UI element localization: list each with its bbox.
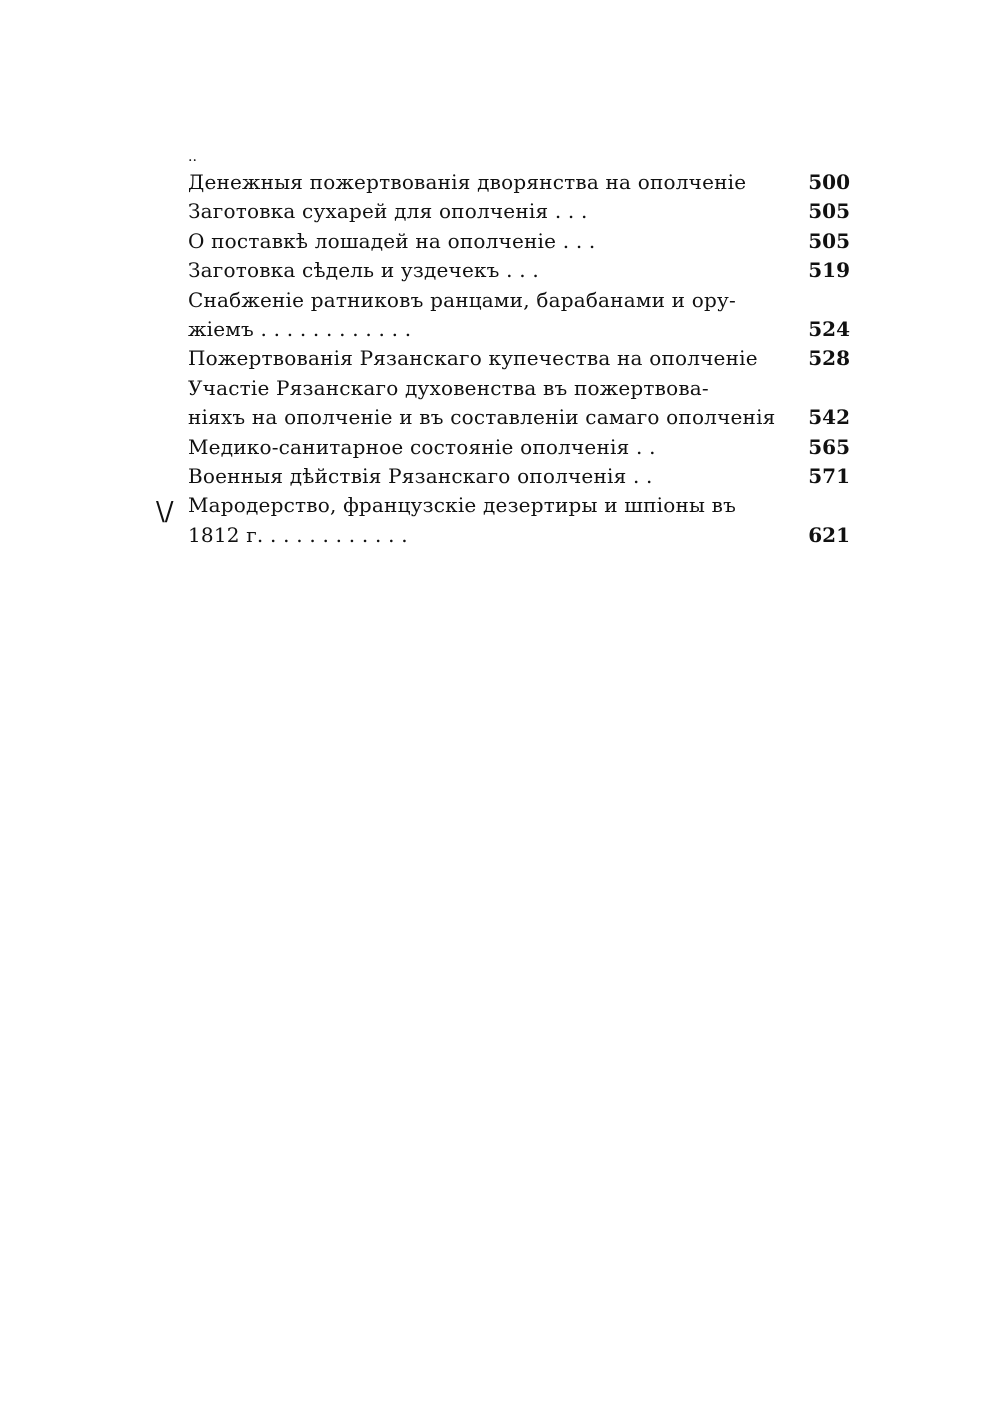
margin-check-mark: \/ (156, 497, 174, 527)
toc-entry-continued (188, 286, 850, 315)
toc-entry-continued (188, 374, 850, 403)
toc-entry-title: Пожертвованія Рязанскаго купечества на ополченіе (188, 346, 758, 371)
toc-entry (188, 168, 850, 197)
toc-entry-title-cont: 1812 г. . . . . . . . . . . . (188, 522, 408, 547)
toc-entry-title: Медико-санитарное состояніе ополченія . . (188, 434, 656, 459)
toc-entry (188, 227, 850, 256)
toc-entry-title: Мародерство, французскіе дезертиры и шпіоны въ (188, 493, 737, 518)
toc-entry (188, 315, 850, 344)
toc-entry-title-cont: жіемъ . . . . . . . . . . . . (188, 316, 412, 341)
toc-entry-title: Заготовка сѣдель и уздечекъ . . . (188, 258, 539, 283)
toc-entry-title: Снабженіе ратниковъ ранцами, барабанами и ору- (188, 287, 736, 312)
toc-entry-page: 500 (808, 170, 850, 194)
toc-entry-title: Военныя дѣйствія Рязанскаго ополченія . . (188, 463, 653, 488)
toc-entry-title-cont: ніяхъ на ополченіе и въ составленіи самаго ополченія (188, 405, 776, 430)
toc-entry-title: Участіе Рязанскаго духовенства въ пожертвова- (188, 375, 709, 400)
table-of-contents (188, 168, 850, 550)
toc-entry-page: 565 (808, 434, 850, 459)
toc-entry-page: 505 (808, 199, 850, 224)
toc-entry-page: 528 (808, 346, 850, 371)
toc-entry-page: 571 (808, 463, 850, 488)
toc-entry-title: Денежныя пожертвованія дворянства на ополченіе (188, 170, 747, 194)
toc-entry-page: 524 (808, 316, 850, 341)
toc-entry (188, 197, 850, 226)
toc-entry-page: 519 (808, 258, 850, 283)
toc-entry-page: 621 (808, 522, 850, 547)
toc-entry-page: 542 (808, 405, 850, 430)
toc-entry (188, 462, 850, 491)
toc-entry (188, 433, 850, 462)
toc-entry (188, 521, 850, 550)
toc-entry (188, 403, 850, 432)
toc-entry-continued (188, 491, 850, 520)
toc-entry (188, 256, 850, 285)
toc-entry-title: О поставкѣ лошадей на ополченіе . . . (188, 228, 596, 253)
toc-entry-page: 505 (808, 228, 850, 253)
stray-mark: .. (188, 149, 197, 165)
toc-entry-title: Заготовка сухарей для ополченія . . . (188, 199, 588, 224)
toc-entry (188, 344, 850, 373)
